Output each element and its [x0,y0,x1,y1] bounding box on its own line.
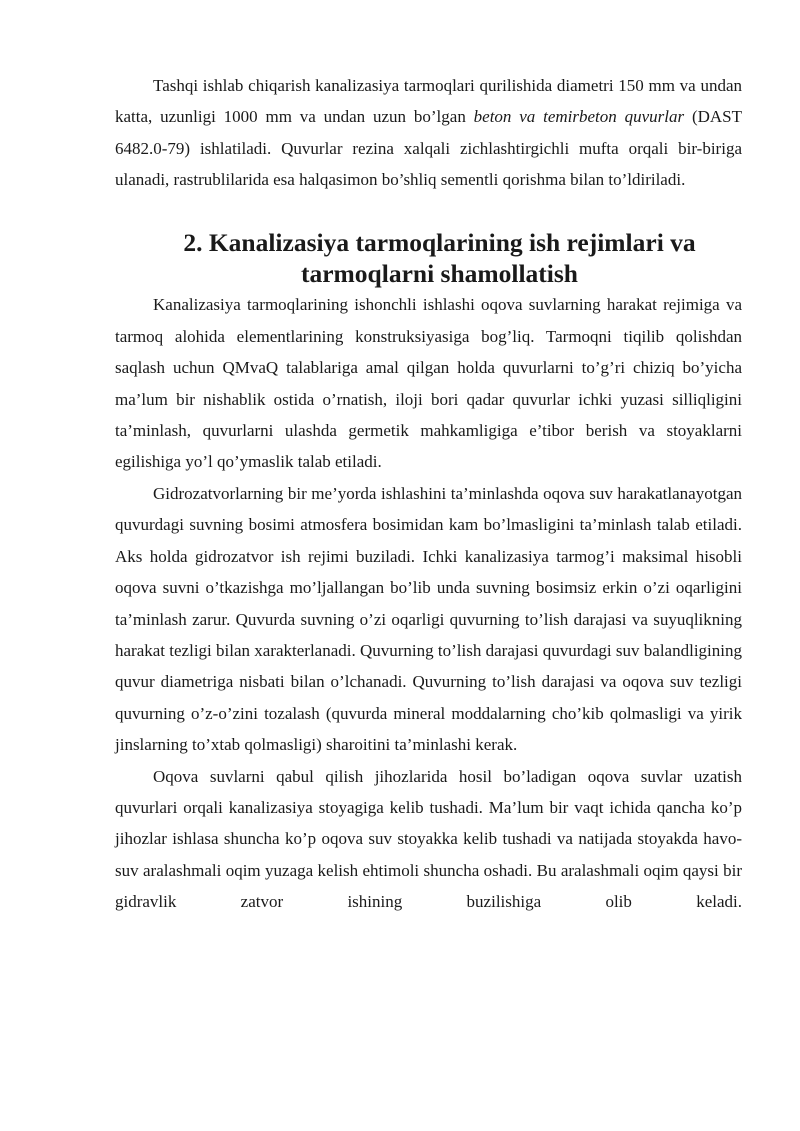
document-page [115,70,742,918]
emphasis-text: beton va temirbeton quvurlar [473,107,685,127]
section-heading: 2. Kanalizasiya tarmoqlarining ish rejimlari va tarmoqlarni shamollatish [183,227,696,289]
paragraph-text: (DAST 6482.0-79) ishlatiladi. Quvurlar rezina xalqali zichlashtirgichli mufta orqali bir-biriga ulanadi, rastrublilarida esa halqasimon bo’shliq sementli qorishma bilan to’ldiriladi. [115,107,743,190]
spacer [115,196,742,227]
paragraph-text: Tashqi ishlab chiqarish kanalizasiya tarmoqlari qurilishida diametri 150 mm va undan katta, uzunligi 1000 mm va undan uzun bo’lgan [115,76,742,127]
paragraph-concrete-pipes [115,70,742,196]
paragraph-network-reliability: Kanalizasiya tarmoqlarining ishonchli ishlashi oqova suvlarning harakat rejimiga va tarmoq alohida elementlarining konstruksiyasiga bog’liq. Tarmoqni tiqilib qolishdan saqlash uchun QMvaQ talablariga amal qilgan holda quvurlarni to’g’ri chiziq bo’yicha ma’lum bir nishablik ostida o’rnatish, iloji bori qadar quvurlar ichki yuzasi silliqligini ta’minlash, quvurlarni ulashda germetik mahkamligiga e’tibor berish va stoyaklarni egilishiga yo’l qo’ymaslik talab etiladi. [115,295,742,472]
paragraph-wastewater-flow: Oqova suvlarni qabul qilish jihozlarida hosil bo’ladigan oqova suvlar uzatish quvurlari orqali kanalizasiya stoyagiga kelib tushadi. Ma’lum bir vaqt ichida qancha ko’p jihozlar ishlasa shuncha ko’p oqova suv stoyakka kelib tushadi va natijada stoyakda havo-suv aralashmali oqim yuzaga kelish ehtimoli shuncha oshadi. Bu aralashmali oqim qaysi bir gidravlik zatvor ishining buzilishiga olib keladi. [115,766,742,912]
paragraph-hydraulic-seals: Gidrozatvorlarning bir me’yorda ishlashini ta’minlashda oqova suv harakatlanayotgan quvurdagi suvning bosimi atmosfera bosimidan kam bo’lmasligini ta’minlash talab etiladi. Aks holda gidrozatvor ish rejimi buziladi. Ichki kanalizasiya tarmog’i maksimal hisobli oqova suvni o’tkazishga mo’ljallangan bo’lib unda suvning bosimsiz erkin o’zi oqarligini ta’minlash zarur. Quvurda suvning o’zi oqarligi quvurning to’lish darajasi va suyuqlikning harakat tezligi bilan xarakterlanadi. Quvurning to’lish darajasi quvurdagi suv balandligining quvur diametriga nisbati bilan o’lchanadi. Quvurning to’lish darajasi va oqova suv tezligi quvurning o’z-o’zini tozalash (quvurda mineral moddalarning cho’kib qolmasligi va yirik jinslarning to’xtab qolmasligi) sharoitini ta’minlashi kerak. [115,483,742,755]
